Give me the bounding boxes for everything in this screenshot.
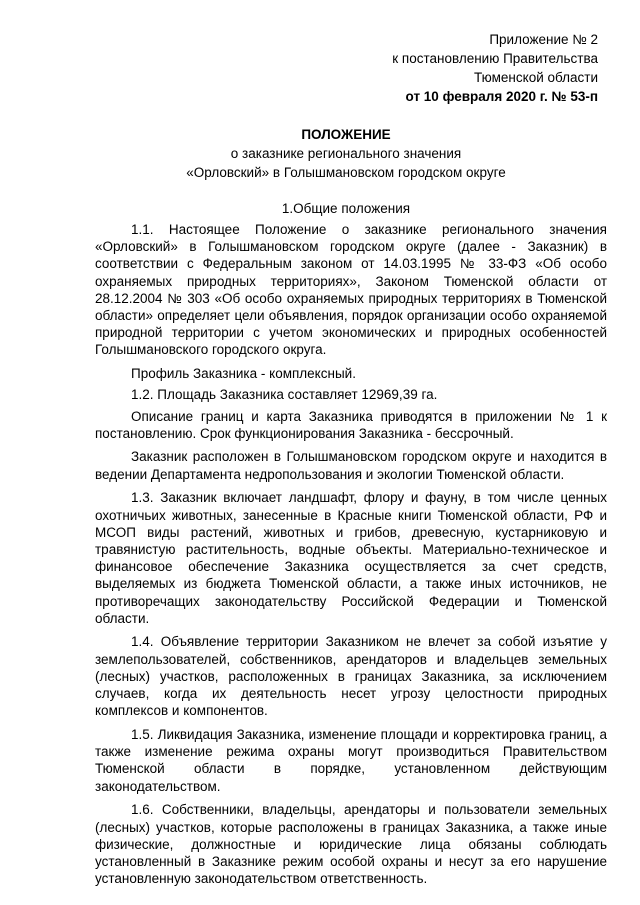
document-body	[95, 221, 607, 894]
appendix-number: Приложение № 2	[489, 32, 598, 47]
paragraph-1-6: 1.6. Собственники, владельцы, арендаторы и пользователи земельных (лесных) участков, которые расположены в границах Заказника, а также иные физические, должностные и юридические лица обязаны соблюдать установленный в Заказнике режим особой охраны и несут за его нарушение установленную законодательством ответственность.	[95, 802, 607, 887]
section-heading: 1.Общие положения	[281, 201, 411, 216]
title-subtitle-1: о заказнике регионального значения	[230, 146, 462, 161]
title-heading: ПОЛОЖЕНИЕ	[301, 127, 391, 142]
paragraph-1-3: 1.3. Заказник включает ландшафт, флору и фауну, в том числе ценных охотничьих животных, занесенные в Красные книги Тюменской области, РФ и МСОП виды растений, животных и грибов, древесную, кустарниковую и травянистую растительность, водные объекты. Материально-техническое и финансовое обеспечение Заказника осуществляется за счет средств, выделяемых из бюджета Тюменской области, а также иных источников, не противоречащих законодательству Российской Федерации и Тюменской области.	[95, 490, 607, 626]
document-title	[86, 125, 606, 182]
paragraph-boundaries: Описание границ и карта Заказника приводятся в приложении № 1 к постановлению. Срок функционирования Заказника - бессрочный.	[95, 408, 607, 441]
appendix-reference	[392, 30, 598, 106]
appendix-decree-ref: к постановлению Правительства	[392, 51, 598, 66]
paragraph-location: Заказник расположен в Голышмановском городском округе и находится в ведении Департамента недропользования и экологии Тюменской области.	[95, 449, 607, 482]
title-subtitle-2: «Орловский» в Голышмановском городском округе	[186, 165, 506, 180]
appendix-date-number: от 10 февраля 2020 г. № 53-п	[405, 89, 598, 104]
paragraph-profile: Профиль Заказника - комплексный.	[131, 366, 356, 382]
paragraph-1-4: 1.4. Объявление территории Заказником не влечет за собой изъятие у землепользователей, собственников, арендаторов и владельцев земельных (лесных) участков, расположенных в границах Заказника, за исключением случаев, когда их деятельность несет угрозу целостности природных комплексов и компонентов.	[95, 634, 607, 719]
paragraph-1-5: 1.5. Ликвидация Заказника, изменение площади и корректировка границ, а также изменение режима охраны могут производиться Правительством Тюменской области в порядке, установленном действующим законодательством.	[95, 726, 607, 794]
paragraph-1-1: 1.1. Настоящее Положение о заказнике регионального значения «Орловский» в Голышмановском городском округе (далее - Заказник) в соответствии с Федеральным законом от 14.03.1995 № 33-ФЗ «Об особо охраняемых природных территориях», Законом Тюменской области от 28.12.2004 № 303 «Об особо охраняемых природных территориях в Тюменской области» определяет цели объявления, порядок организации особо охраняемой природной территории с учетом экономических и природных особенностей Голышмановского городского округа.	[95, 222, 607, 358]
appendix-region: Тюменской области	[474, 70, 598, 85]
paragraph-1-2: 1.2. Площадь Заказника составляет 12969,39 га.	[131, 387, 438, 403]
